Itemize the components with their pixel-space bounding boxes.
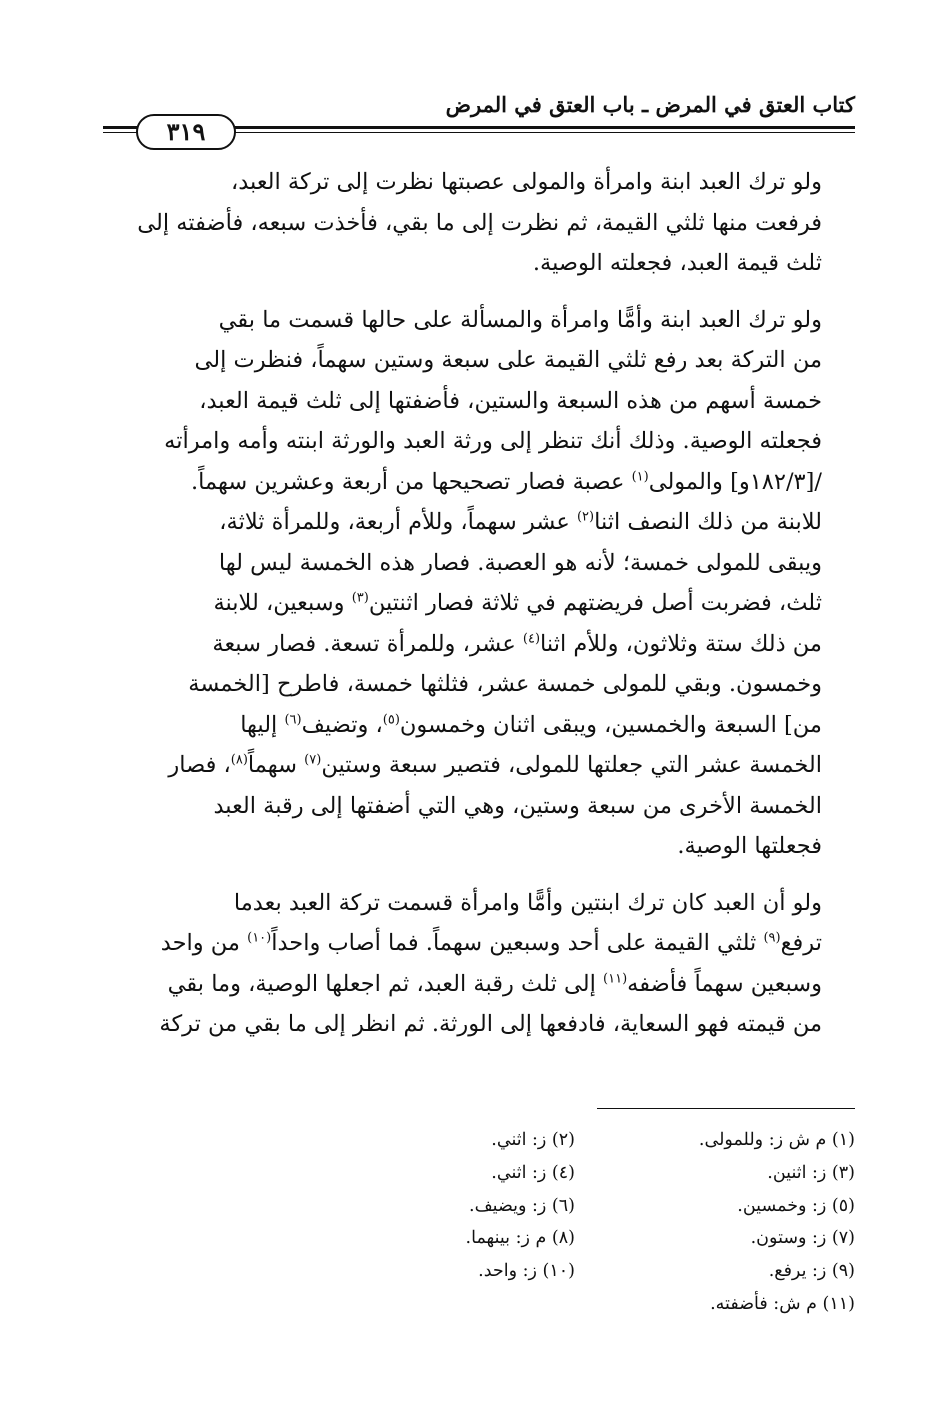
text-run: إلى ثلث رقبة العبد، ثم اجعلها الوصية، وما بقي bbox=[167, 970, 604, 997]
text-run: ثلث، فضربت أصل فريضتهم في ثلاثة فصار اثنتين bbox=[368, 590, 822, 616]
text-line: من التركة بعد رفع ثلثي القيمة على سبعة وستين سهماً، فنظرت إلى bbox=[194, 347, 822, 373]
footnote-separator bbox=[597, 1108, 855, 1109]
text-line: ولو ترك العبد ابنة وأمًّا وامرأة والمسألة على حالها قسمت ما بقي bbox=[218, 306, 822, 333]
text-line: خمسة أسهم من هذه السبعة والستين، فأضفتها إلى ثلث قيمة العبد، bbox=[199, 387, 822, 414]
text-line: ولو أن العبد كان ترك ابنتين وأمًّا وامرأة قسمت تركة العبد بعدما bbox=[233, 889, 822, 916]
footnote-row bbox=[295, 1288, 855, 1321]
text-run: عصبة فصار تصحيحها من أربعة وعشرين سهماً. bbox=[190, 468, 632, 495]
text-run: عشر، وللمرأة تسعة. فصار سبعة bbox=[212, 630, 523, 657]
text-line bbox=[104, 624, 856, 665]
page-number: ٣١٩ bbox=[136, 114, 236, 150]
text-run: ، فصار bbox=[168, 752, 231, 778]
text-line: ويبقى للمولى خمسة؛ لأنه هو العصبة. فصار هذه الخمسة ليس لها bbox=[218, 549, 822, 576]
footnote-2: (٢) ز: اثني. bbox=[491, 1130, 575, 1150]
text-line: فجعلته الوصية. وذلك أنك تنظر إلى ورثة العبد والورثة ابنته وأمه وامرأته bbox=[164, 428, 822, 454]
text-run: من واحد bbox=[160, 930, 248, 956]
text-run: للابنة من ذلك النصف اثنا bbox=[594, 509, 822, 535]
text-line: وخمسون. وبقي للمولى خمسة عشر، فثلثها خمسة، فاطرح [الخمسة bbox=[188, 671, 822, 697]
text-run: الخمسة عشر التي جعلتها للمولى، فتصير سبعة وستين bbox=[321, 752, 822, 778]
text-line: فجعلتها الوصية. bbox=[677, 833, 822, 859]
footnote-10: (١٠) ز: واحد. bbox=[478, 1261, 575, 1282]
text-run: من ذلك ستة وثلاثون، وللأم اثنا bbox=[540, 630, 822, 657]
text-run: إليها bbox=[240, 711, 285, 738]
footnote-11: (١١) م ش: فأضفته. bbox=[710, 1293, 855, 1314]
footnote-row bbox=[295, 1222, 855, 1255]
text-line: ولو ترك العبد ابنة وامرأة والمولى عصبتها نظرت إلى تركة العبد، bbox=[230, 169, 822, 195]
footnote-3: (٣) ز: اثنين. bbox=[767, 1162, 855, 1183]
footnote-ref-2[interactable]: (٢) bbox=[576, 509, 595, 525]
footnote-ref-11[interactable]: (١١) bbox=[603, 971, 628, 986]
footnote-ref-5[interactable]: (٥) bbox=[382, 712, 400, 727]
text-line: من قيمته فهو السعاية، فادفعها إلى الورثة. ثم انظر إلى ما بقي من تركة bbox=[159, 1011, 822, 1037]
text-run: سهماً bbox=[247, 752, 305, 778]
text-run: ، وتضيف bbox=[301, 711, 383, 738]
main-text bbox=[104, 162, 856, 1061]
footnote-ref-7[interactable]: (٧) bbox=[304, 752, 322, 768]
text-run: عشر سهماً، وللأم أربعة، وللمرأة ثلاثة، bbox=[219, 509, 577, 535]
text-line bbox=[104, 462, 856, 503]
paragraph-1 bbox=[104, 162, 856, 284]
footnote-5: (٥) ز: وخمسين. bbox=[737, 1195, 855, 1216]
text-line bbox=[104, 964, 856, 1005]
footnote-ref-8[interactable]: (٨) bbox=[230, 752, 248, 768]
footnote-row bbox=[295, 1190, 855, 1223]
footnote-ref-10[interactable]: (١٠) bbox=[247, 930, 272, 946]
footnote-ref-3[interactable]: (٣) bbox=[351, 590, 369, 606]
text-line: الخمسة الأخرى من سبعة وستين، وهي التي أضفتها إلى رقبة العبد bbox=[213, 792, 822, 819]
text-run: من] السبعة والخمسين، ويبقى اثنان وخمسون bbox=[399, 711, 822, 738]
footnote-6: (٦) ز: ويضيف. bbox=[469, 1195, 575, 1216]
text-run: ترفع bbox=[780, 930, 822, 956]
text-run: وسبعين، للابنة bbox=[213, 590, 352, 616]
footnote-8: (٨) م ز: بينهما. bbox=[465, 1228, 575, 1249]
text-run: وسبعين سهماً فأضفه bbox=[627, 970, 822, 997]
text-line bbox=[104, 583, 856, 624]
text-run: /[١٨٢/٣و] والمولى bbox=[648, 468, 822, 495]
footnote-7: (٧) ز: وستون. bbox=[750, 1228, 855, 1249]
footnote-ref-1[interactable]: (١) bbox=[631, 469, 649, 484]
paragraph-2 bbox=[104, 300, 856, 867]
footnote-ref-9[interactable]: (٩) bbox=[763, 930, 781, 946]
text-line bbox=[104, 705, 856, 746]
text-line: ثلث قيمة العبد، فجعلته الوصية. bbox=[532, 250, 822, 276]
text-line bbox=[104, 502, 856, 543]
footnote-row bbox=[295, 1124, 855, 1157]
text-run: ثلثي القيمة على أحد وسبعين سهماً. فما أصاب واحداً bbox=[271, 930, 764, 956]
footnote-row bbox=[295, 1157, 855, 1190]
paragraph-3 bbox=[104, 883, 856, 1045]
footnote-9: (٩) ز: يرفع. bbox=[768, 1261, 855, 1282]
footnote-row bbox=[295, 1255, 855, 1288]
text-line: فرفعت منها ثلثي القيمة، ثم نظرت إلى ما بقي، فأخذت سبعه، فأضفته إلى bbox=[137, 209, 822, 236]
footnote-4: (٤) ز: اثني. bbox=[491, 1162, 575, 1183]
footnote-1: (١) م ش ز: وللمولى. bbox=[698, 1130, 855, 1150]
text-line bbox=[104, 745, 856, 786]
footnotes bbox=[295, 1124, 855, 1321]
text-line bbox=[104, 923, 856, 964]
footnote-ref-4[interactable]: (٤) bbox=[522, 631, 541, 646]
running-header: كتاب العتق في المرض ـ باب العتق في المرض bbox=[445, 92, 855, 117]
footnote-ref-6[interactable]: (٦) bbox=[284, 712, 302, 727]
